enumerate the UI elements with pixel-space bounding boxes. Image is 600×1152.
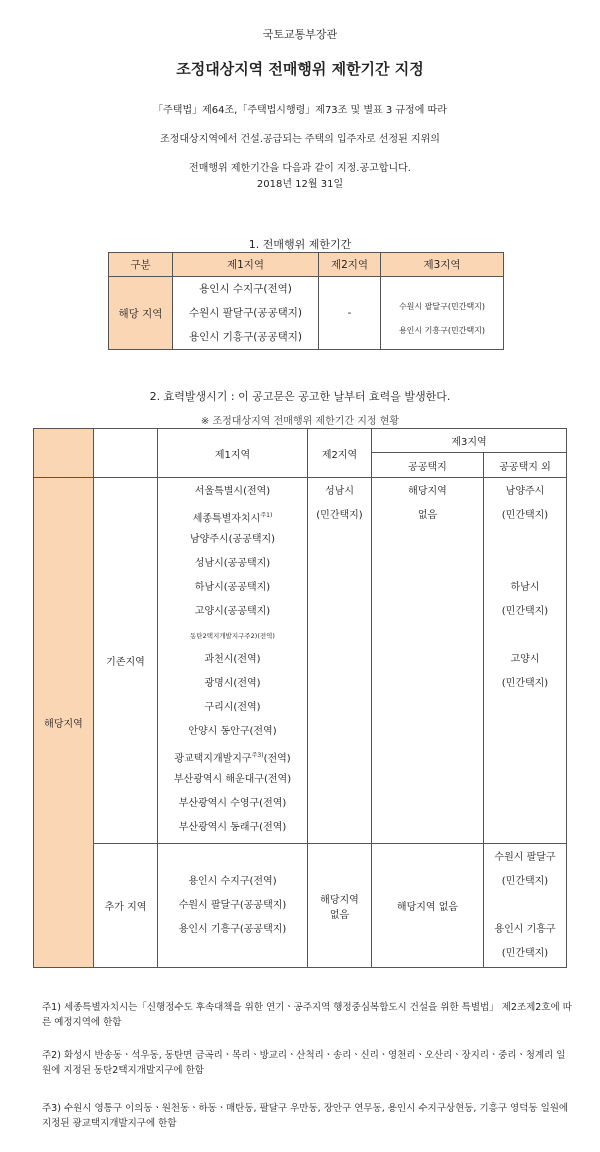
- intro-line: 전매행위 제한기간을 다음과 같이 지정.공고합니다.: [189, 163, 411, 174]
- header-zone2: 제2지역: [319, 253, 381, 277]
- header-blank-2: [94, 429, 158, 478]
- added-zone3-other-item: (민간택지): [501, 875, 549, 887]
- existing-zone1-item: 광명시(전역): [204, 678, 261, 689]
- header-zone3: 제3지역: [381, 253, 504, 277]
- added-zone1-cell: [158, 844, 308, 968]
- existing-zone3-public-item: 없음: [417, 510, 438, 521]
- agency-name: 국토교통부장관: [262, 28, 338, 41]
- existing-zone1-item: 과천시(전역): [204, 654, 261, 665]
- added-zone3-other-cell: [484, 844, 567, 968]
- existing-zone2-item: (민간택지): [316, 510, 363, 521]
- resale-restriction-table: [108, 252, 504, 350]
- intro-line: 조정대상지역에서 건설.공급되는 주택의 입주자로 선정된 지위의: [160, 134, 440, 145]
- existing-zone3-other-item: [484, 624, 566, 648]
- section1-heading: 1. 전매행위 제한기간: [248, 238, 352, 251]
- header-zone3-other: 공공택지 외: [484, 453, 567, 478]
- designation-status-table: [33, 428, 567, 968]
- sejong-text: 세종특별자치시: [192, 513, 261, 525]
- existing-zone3-other-item: (민간택지): [501, 678, 549, 689]
- footnote-ref-3: 주3): [251, 752, 264, 759]
- announcement-date: 2018년 12월 31일: [256, 179, 344, 190]
- header-zone3-public: 공공택지: [372, 453, 484, 478]
- zone1-cell: [173, 277, 319, 350]
- existing-zone1-item: [158, 504, 307, 528]
- existing-zone3-other-item: 고양시: [510, 654, 540, 665]
- zone3-cell: [381, 277, 504, 350]
- footnote-2: 주2) 화성시 반송동ㆍ석우동, 동탄면 금곡리ㆍ목리ㆍ방교리ㆍ산척리ㆍ송리ㆍ신리ㆍ영천리ㆍ오산리ㆍ장지리ㆍ중리ㆍ청계리 일원에 지정된 동탄2택지개발지구에 한함: [42, 1050, 566, 1076]
- header-zone2: 제2지역: [308, 429, 372, 478]
- gwanggyo-text: 광교택지개발지구: [174, 753, 252, 765]
- section2-heading: 2. 효력발생시기 : 이 공고문은 공고한 날부터 효력을 발생한다.: [149, 390, 451, 403]
- existing-zone3-other-item: [484, 552, 566, 576]
- header-zone1: 제1지역: [158, 429, 308, 478]
- existing-zone3-public-cell: [372, 478, 484, 844]
- intro-line: 「주택법」제64조,「주택법시행령」제73조 및 별표 3 규정에 따라: [153, 105, 447, 116]
- added-zone1-item: 수원시 팔달구(공공택지): [178, 899, 287, 911]
- existing-zone1-item: 고양시(공공택지): [194, 606, 271, 617]
- zone1-item: 용인시 기흥구(공공택지): [189, 331, 302, 343]
- row-label-area: 해당 지역: [109, 277, 173, 350]
- existing-zone3-other-item: (민간택지): [501, 510, 549, 521]
- intro-text: [0, 96, 600, 183]
- existing-zone3-other-cell: [484, 478, 567, 844]
- existing-zone1-item: [158, 744, 307, 768]
- zone1-item: 용인시 수지구(전역): [199, 283, 292, 295]
- zone2-cell: -: [319, 277, 381, 350]
- added-zone3-public-cell: 해당지역 없음: [372, 844, 484, 968]
- existing-zone3-other-item: (민간택지): [501, 606, 549, 617]
- existing-zone1-item: 동탄2택지개발지구주2)(전역): [190, 632, 275, 640]
- header-zone3: 제3지역: [372, 429, 567, 453]
- existing-zone2-item: 성남시: [325, 486, 354, 497]
- added-zone2-cell: [308, 844, 372, 968]
- existing-zone1-item: 구리시(전역): [204, 702, 261, 713]
- added-zone3-other-item: 용인시 기흥구: [494, 923, 556, 935]
- existing-zone2-cell: [308, 478, 372, 844]
- existing-zone1-item: 부산광역시 수영구(전역): [178, 798, 287, 809]
- existing-zone1-item: 부산광역시 해운대구(전역): [173, 774, 292, 785]
- existing-zone1-item: 하남시(공공택지): [194, 582, 271, 593]
- zone3-item: 용인시 기흥구(민간택지): [398, 326, 486, 335]
- existing-zone3-other-item: 하남시: [510, 582, 540, 593]
- added-zone1-item: 용인시 수지구(전역): [188, 875, 277, 887]
- added-zone3-other-item: [484, 894, 566, 918]
- zone3-item: 수원시 팔달구(민간택지): [398, 302, 486, 311]
- existing-zone3-other-item: 남양주시: [505, 486, 545, 497]
- document-title: 조정대상지역 전매행위 제한기간 지정: [176, 60, 424, 78]
- added-zone2-item: 없음: [329, 909, 350, 921]
- added-zone2-item: 해당지역: [320, 894, 359, 906]
- zone1-item: 수원시 팔달구(공공택지): [189, 307, 302, 319]
- gwanggyo-suffix: (전역): [263, 753, 291, 765]
- existing-zone1-item: 안양시 동안구(전역): [188, 726, 277, 737]
- header-zone1: 제1지역: [173, 253, 319, 277]
- existing-zone1-item: 남양주시(공공택지): [189, 534, 276, 545]
- existing-zone3-public-item: 해당지역: [408, 486, 447, 497]
- added-zone3-other-item: 수원시 팔달구: [494, 851, 556, 863]
- footnote-ref-1: 주1): [260, 512, 273, 519]
- existing-zone1-cell: [158, 478, 308, 844]
- existing-zone1-item: 부산광역시 동래구(전역): [178, 822, 287, 833]
- footnote-3: 주3) 수원시 영통구 이의동ㆍ원천동ㆍ하동ㆍ매탄동, 팔달구 우만동, 장안구 연무동, 용인시 수지구상현동, 기흥구 영덕동 일원에 지정된 광교택지개발지구에 한함: [42, 1103, 569, 1129]
- existing-label: 기존지역: [94, 478, 158, 844]
- header-category: 구분: [109, 253, 173, 277]
- existing-zone1-item: 성남시(공공택지): [194, 558, 271, 569]
- added-zone1-item: 용인시 기흥구(공공택지): [178, 923, 287, 935]
- added-label: 추가 지역: [94, 844, 158, 968]
- header-blank-1: [34, 429, 94, 478]
- added-zone3-other-item: (민간택지): [501, 947, 549, 959]
- existing-zone3-other-item: [484, 528, 566, 552]
- existing-zone1-item: 서울특별시(전역): [194, 486, 271, 497]
- area-label: 해당지역: [34, 478, 94, 968]
- footnote-1: 주1) 세종특별자치시는「신행정수도 후속대책을 위한 연기ㆍ공주지역 행정중심복합도시 건설을 위한 특별법」 제2조제2호에 따른 예정지역에 한함: [42, 1002, 572, 1028]
- status-note: ※ 조정대상지역 전매행위 제한기간 지정 현황: [200, 416, 400, 427]
